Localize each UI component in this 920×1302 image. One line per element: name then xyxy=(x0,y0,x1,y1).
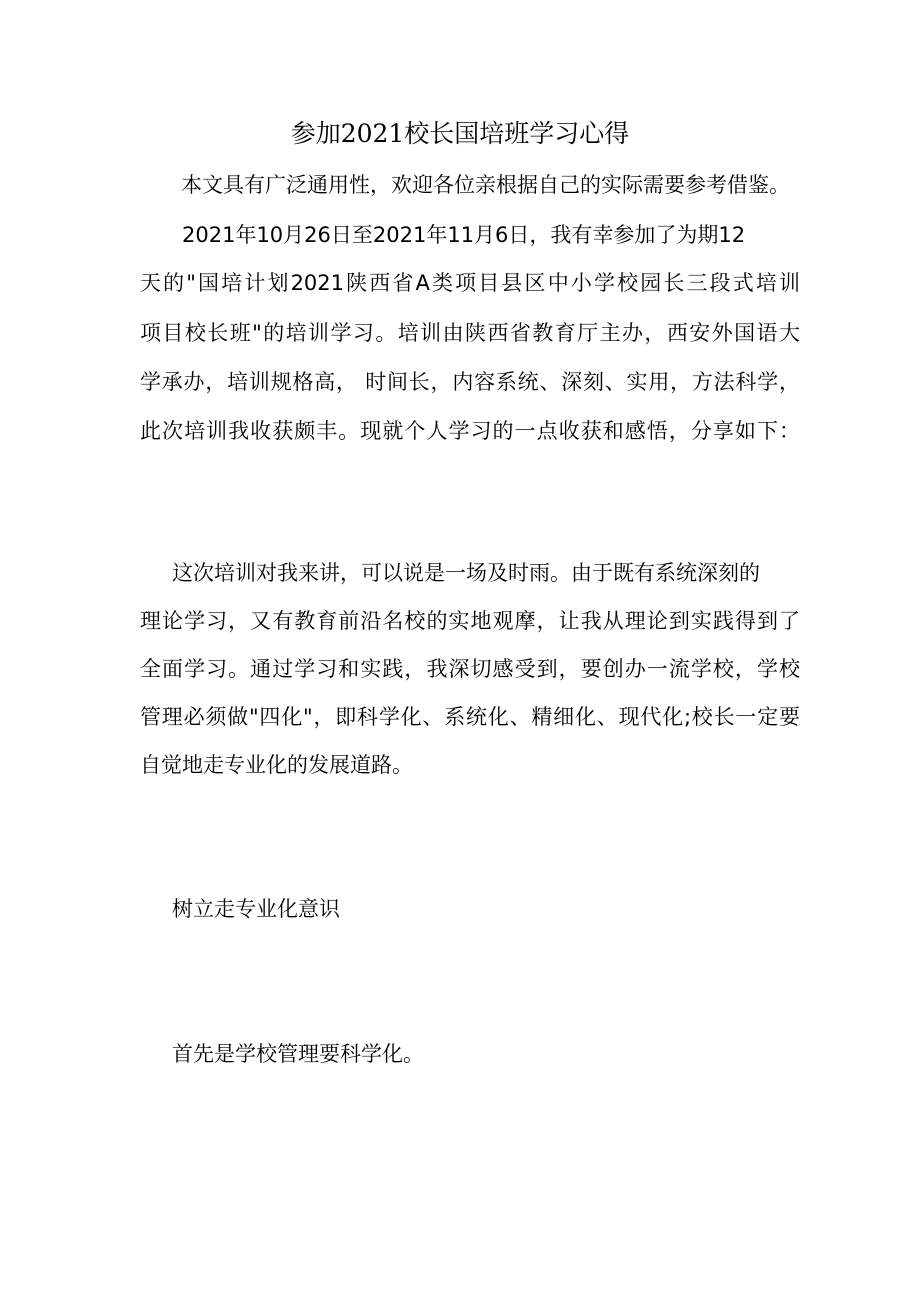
intro-line: 本文具有广泛通用性，欢迎各位亲根据自己的实际需要参考借鉴。 xyxy=(181,173,790,197)
paragraph-2-line-5: 自觉地走专业化的发展道路。 xyxy=(140,753,413,777)
paragraph-1-line-4: 学承办，培训规格高， 时间长，内容系统、深刻、实用，方法科学， xyxy=(140,370,800,394)
paragraph-2-line-2: 理论学习，又有教育前沿名校的实地观摩，让我从理论到实践得到了 xyxy=(140,609,800,633)
paragraph-1-line-3: 项目校长班"的培训学习。培训由陕西省教育厅主办，西安外国语大 xyxy=(140,321,800,345)
paragraph-2-line-3: 全面学习。通过学习和实践，我深切感受到，要创办一流学校，学校 xyxy=(140,657,800,681)
paragraph-1-line-2: 天的"国培计划2021陕西省A类项目县区中小学校园长三段式培训 xyxy=(140,271,800,295)
paragraph-2-line-1: 这次培训对我来讲，可以说是一场及时雨。由于既有系统深刻的 xyxy=(172,561,760,585)
paragraph-1-line-1: 2021年10月26日至2021年11月6日，我有幸参加了为期12 xyxy=(182,223,746,247)
paragraph-3: 首先是学校管理要科学化。 xyxy=(172,1042,424,1066)
document-title: 参加2021校长国培班学习心得 xyxy=(290,119,630,148)
paragraph-1-line-5: 此次培训我收获颇丰。现就个人学习的一点收获和感悟，分享如下： xyxy=(140,419,800,443)
section-heading: 树立走专业化意识 xyxy=(172,897,340,921)
paragraph-2-line-4: 管理必须做"四化"，即科学化、系统化、精细化、现代化;校长一定要 xyxy=(140,705,800,729)
